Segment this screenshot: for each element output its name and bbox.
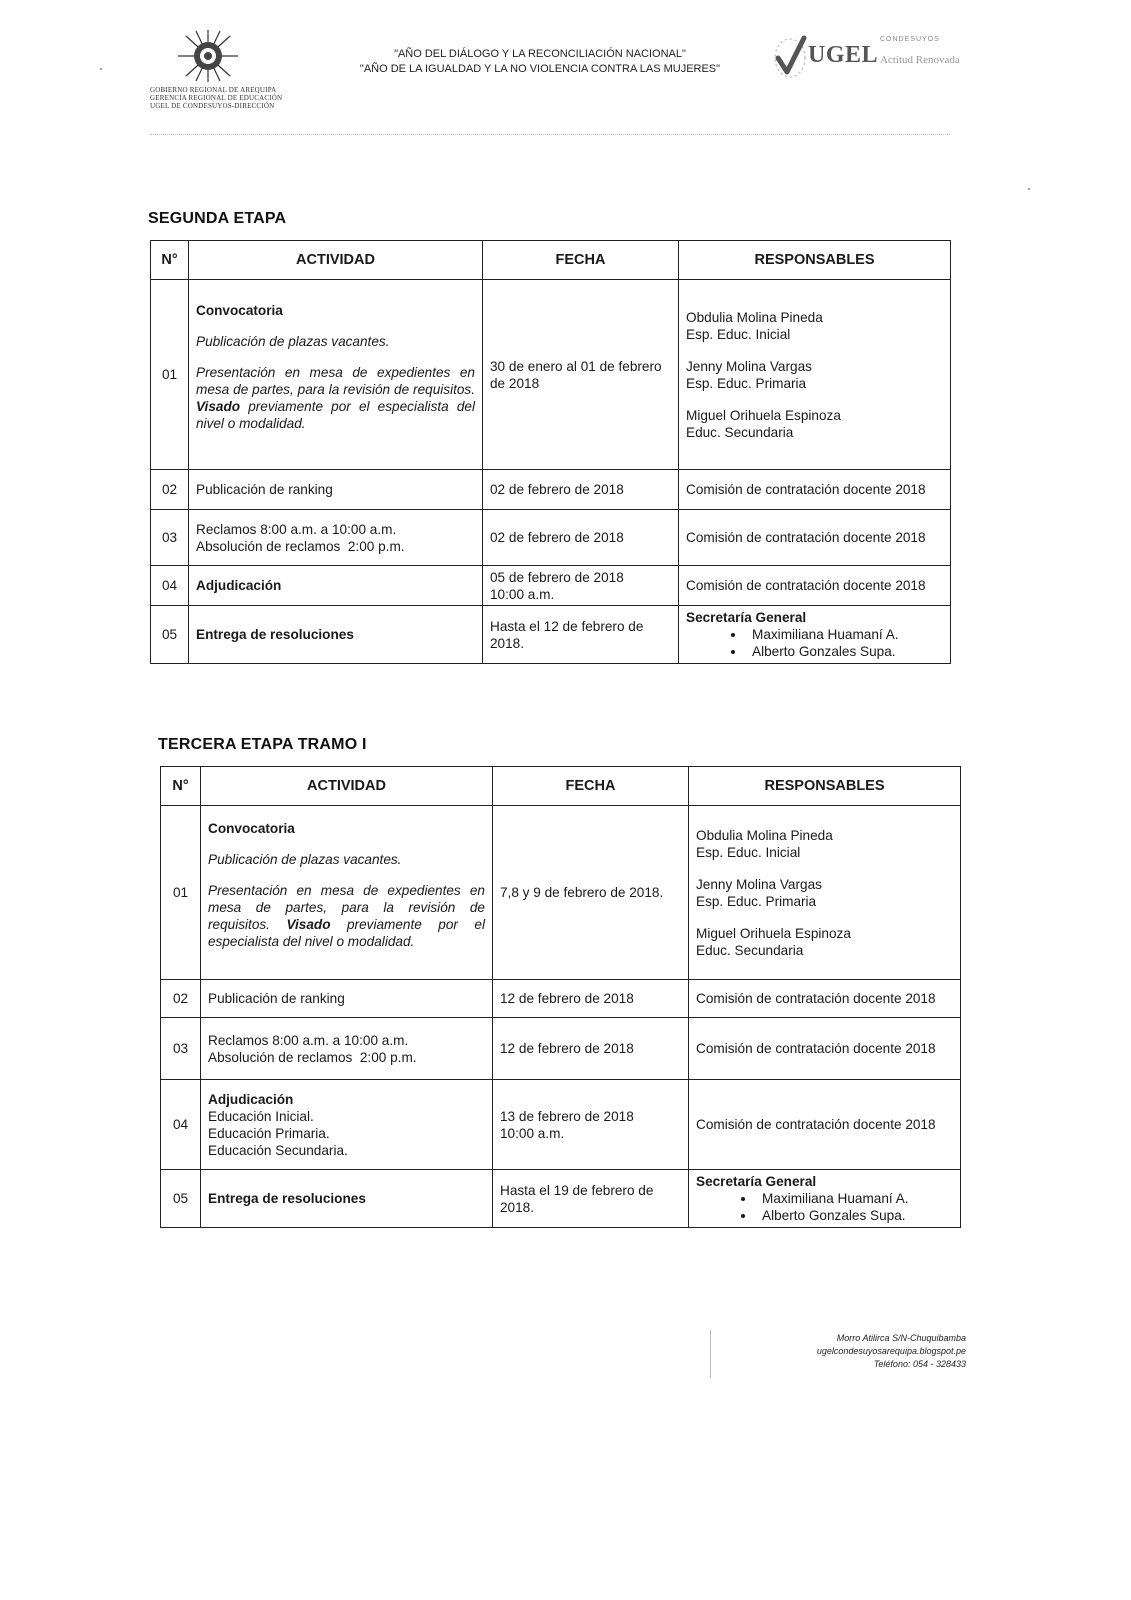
scan-speck (1028, 188, 1030, 190)
col-header-num: N° (161, 767, 201, 806)
responsible-secundaria: Miguel Orihuela Espinoza Educ. Secundaria (686, 407, 841, 440)
table-header-row (161, 767, 961, 806)
responsible-inicial: Obdulia Molina Pineda Esp. Educ. Inicial (686, 309, 823, 342)
section-title-tercera: TERCERA ETAPA TRAMO I (158, 736, 367, 753)
year-mottos (330, 47, 750, 77)
row-num: 05 (161, 1170, 201, 1228)
row-responsible: Comisión de contratación docente 2018 (689, 1080, 961, 1170)
list-item: • Alberto Gonzales Supa. (756, 1207, 953, 1224)
gov-line-1: GOBIERNO REGIONAL DE AREQUIPA (150, 86, 277, 94)
checkmark-icon (770, 32, 810, 80)
col-header-responsible: RESPONSABLES (679, 241, 951, 280)
ugel-subtitle: CONDESUYOS (880, 36, 940, 43)
table-row (151, 470, 951, 510)
row-activity (189, 280, 483, 470)
row-date: 05 de febrero de 2018 10:00 a.m. (483, 566, 679, 606)
row-activity: Entrega de resoluciones (189, 606, 483, 664)
schedule-table-segunda (150, 240, 951, 664)
secretaria-members (686, 626, 943, 660)
responsible-primaria: Jenny Molina Vargas Esp. Educ. Primaria (696, 876, 822, 909)
level-primaria: Educación Primaria. (208, 1125, 330, 1141)
activity-publication: Publicación de plazas vacantes. (196, 334, 390, 349)
list-item: • Alberto Gonzales Supa. (746, 643, 943, 660)
row-date: 13 de febrero de 2018 10:00 a.m. (493, 1080, 689, 1170)
level-inicial: Educación Inicial. (208, 1108, 314, 1124)
row-responsible (679, 606, 951, 664)
row-responsible: Comisión de contratación docente 2018 (679, 470, 951, 510)
row-date: 02 de febrero de 2018 (483, 510, 679, 566)
row-responsible (679, 280, 951, 470)
footer-address: Morro Atilirca S/N-Chuquibamba (836, 1333, 966, 1343)
secretaria-title: Secretaría General (686, 610, 807, 625)
row-date: Hasta el 12 de febrero de 2018. (483, 606, 679, 664)
table-row (151, 566, 951, 606)
schedule-table-tercera (160, 766, 961, 1228)
gov-line-3: UGEL DE CONDESUYOS-DIRECCIÓN (150, 102, 275, 110)
government-lines (150, 86, 300, 110)
col-header-date: FECHA (493, 767, 689, 806)
table-row (151, 280, 951, 470)
table-row (161, 806, 961, 980)
table-row (161, 1080, 961, 1170)
col-header-activity: ACTIVIDAD (189, 241, 483, 280)
row-date: 12 de febrero de 2018 (493, 980, 689, 1018)
activity-publication: Publicación de plazas vacantes. (208, 852, 402, 867)
row-date: 7,8 y 9 de febrero de 2018. (493, 806, 689, 980)
row-responsible: Comisión de contratación docente 2018 (689, 1018, 961, 1080)
table-row (151, 510, 951, 566)
row-responsible (689, 1170, 961, 1228)
gov-line-2: GERENCIA REGIONAL DE EDUCACIÓN (150, 94, 283, 102)
scan-speck (100, 68, 102, 70)
responsible-primaria: Jenny Molina Vargas Esp. Educ. Primaria (686, 358, 812, 391)
secretaria-members (696, 1190, 953, 1224)
row-num: 03 (151, 510, 189, 566)
footer-contact (720, 1332, 966, 1371)
row-num: 01 (151, 280, 189, 470)
row-num: 03 (161, 1018, 201, 1080)
row-num: 02 (161, 980, 201, 1018)
section-title-segunda: SEGUNDA ETAPA (148, 210, 287, 227)
table-row (161, 1018, 961, 1080)
ugel-tagline: Actitud Renovada (880, 54, 960, 66)
list-item: • Maximiliana Huamaní A. (756, 1190, 953, 1207)
footer-website: ugelcondesuyosarequipa.blogspot.pe (816, 1346, 966, 1356)
row-num: 02 (151, 470, 189, 510)
ugel-logo-text: UGEL (808, 42, 879, 68)
footer-divider (710, 1330, 711, 1378)
row-num: 04 (151, 566, 189, 606)
responsible-secundaria: Miguel Orihuela Espinoza Educ. Secundaria (696, 925, 851, 958)
footer-phone: Teléfono: 054 - 328433 (873, 1359, 966, 1369)
regional-government-logo (168, 26, 248, 86)
col-header-num: N° (151, 241, 189, 280)
row-responsible: Comisión de contratación docente 2018 (679, 566, 951, 606)
list-item: • Maximiliana Huamaní A. (746, 626, 943, 643)
row-date: 12 de febrero de 2018 (493, 1018, 689, 1080)
table-row (161, 1170, 961, 1228)
row-responsible (689, 806, 961, 980)
row-activity: Reclamos 8:00 a.m. a 10:00 a.m. Absolución de reclamos 2:00 p.m. (201, 1018, 493, 1080)
table-row (161, 980, 961, 1018)
activity-title: Convocatoria (196, 303, 283, 318)
row-activity: Adjudicación (189, 566, 483, 606)
table-header-row (151, 241, 951, 280)
row-activity (201, 1080, 493, 1170)
row-activity (201, 806, 493, 980)
row-responsible: Comisión de contratación docente 2018 (679, 510, 951, 566)
row-responsible: Comisión de contratación docente 2018 (689, 980, 961, 1018)
activity-presentation: Presentación en mesa de expedientes en mesa de partes, para la revisión de requisitos. Visado previamente por el especialista del nivel o modalidad. (208, 883, 485, 949)
motto-1: "AÑO DEL DIÁLOGO Y LA RECONCILIACIÓN NACIONAL" (394, 48, 686, 60)
level-secundaria: Educación Secundaria. (208, 1142, 348, 1158)
row-num: 05 (151, 606, 189, 664)
row-activity: Publicación de ranking (189, 470, 483, 510)
row-date: Hasta el 19 de febrero de 2018. (493, 1170, 689, 1228)
activity-presentation: Presentación en mesa de expedientes en mesa de partes, para la revisión de requisitos. Visado previamente por el especialista del nivel o modalidad. (196, 365, 475, 431)
row-num: 04 (161, 1080, 201, 1170)
table-row (151, 606, 951, 664)
activity-title: Convocatoria (208, 821, 295, 836)
col-header-date: FECHA (483, 241, 679, 280)
row-num: 01 (161, 806, 201, 980)
row-date: 02 de febrero de 2018 (483, 470, 679, 510)
col-header-activity: ACTIVIDAD (201, 767, 493, 806)
row-activity: Publicación de ranking (201, 980, 493, 1018)
activity-title: Adjudicación (208, 1091, 294, 1107)
motto-2: "AÑO DE LA IGUALDAD Y LA NO VIOLENCIA CONTRA LAS MUJERES" (359, 63, 721, 75)
row-activity: Reclamos 8:00 a.m. a 10:00 a.m. Absolución de reclamos 2:00 p.m. (189, 510, 483, 566)
row-date: 30 de enero al 01 de febrero de 2018 (483, 280, 679, 470)
responsible-inicial: Obdulia Molina Pineda Esp. Educ. Inicial (696, 827, 833, 860)
header-divider (150, 134, 950, 135)
secretaria-title: Secretaría General (696, 1174, 817, 1189)
col-header-responsible: RESPONSABLES (689, 767, 961, 806)
row-activity: Entrega de resoluciones (201, 1170, 493, 1228)
